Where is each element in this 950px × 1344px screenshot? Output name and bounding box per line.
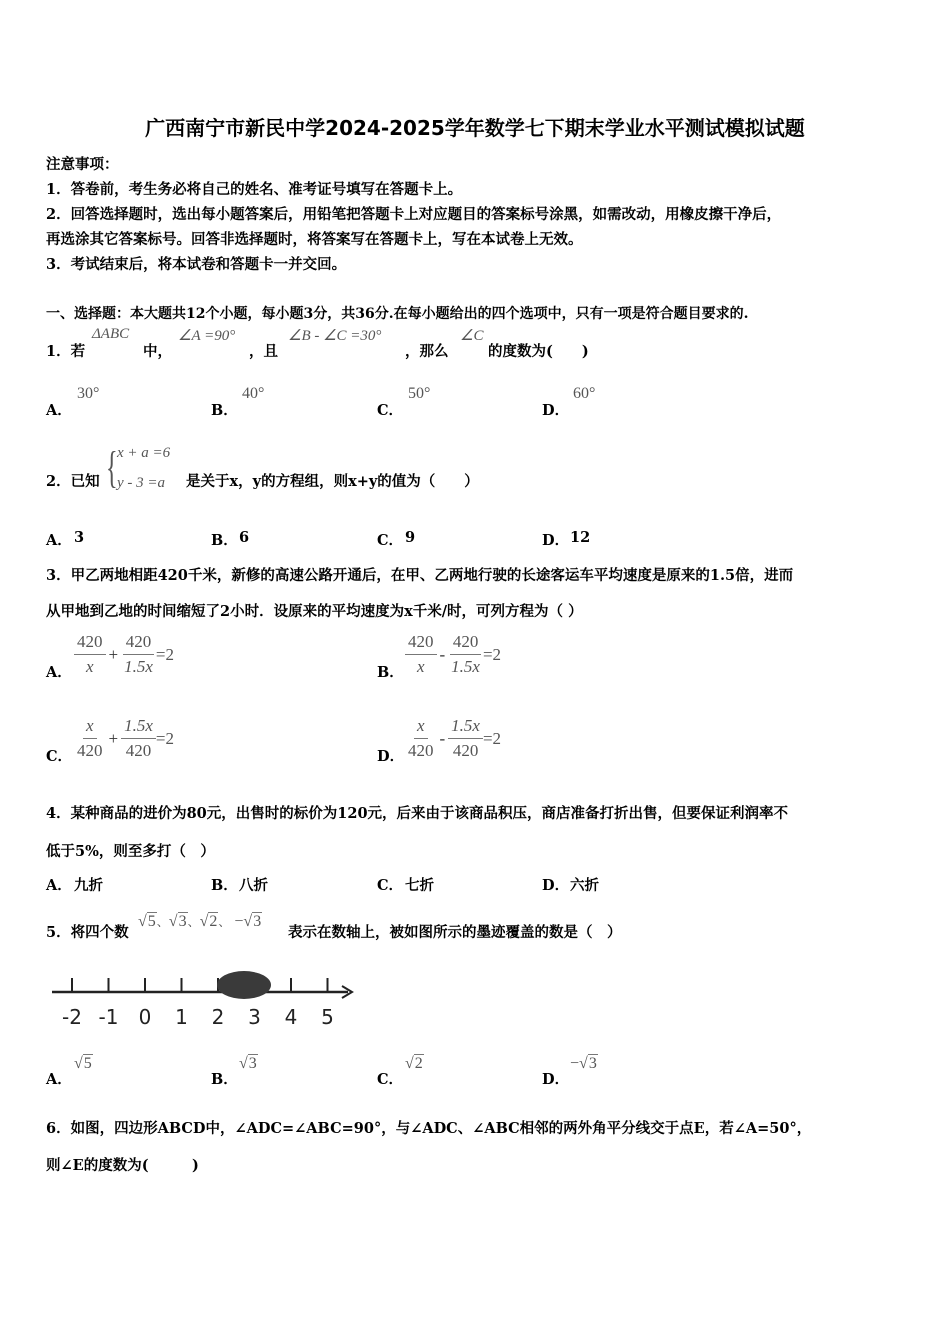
question-6: [46, 1117, 811, 1138]
numerator: 420: [450, 632, 482, 655]
axis-tick-label: 4: [284, 1005, 298, 1029]
option-value: √2: [405, 1055, 423, 1072]
denominator: 1.5x: [451, 657, 480, 676]
q3-option-a-equation: [74, 632, 174, 677]
q5-text: 将四个数: [70, 924, 129, 941]
q2-text: 是关于x，y的方程组，则x+y的值为（ ）: [186, 473, 479, 490]
option-label: A．: [46, 877, 72, 894]
fraction: [74, 632, 106, 677]
option-label: B．: [211, 402, 238, 419]
radicand: 5: [83, 1055, 92, 1072]
q1-text: ，且: [249, 343, 278, 360]
numerator: 420: [74, 632, 106, 655]
q1-text: 中，: [143, 343, 172, 360]
q3-text: 从甲地到乙地的时间缩短了2小时．设原来的平均速度为x千米/时，可列方程为（ ）: [46, 603, 583, 620]
q1-text: 的度数为( ): [488, 343, 589, 360]
option-label: C．: [377, 402, 404, 419]
question-2: [46, 470, 100, 491]
option-value: √3: [239, 1055, 257, 1072]
denominator: 420: [125, 741, 152, 760]
axis-tick-label: 3: [248, 1005, 261, 1029]
brace-icon: {: [106, 443, 118, 492]
radicand: 5: [147, 913, 156, 930]
rhs: =2: [155, 728, 174, 748]
option-value: 9: [405, 529, 416, 546]
q1-math-triangle: ΔABC: [92, 326, 130, 342]
denominator: 420: [452, 741, 479, 760]
q2-eq2: y - 3 =a: [117, 475, 166, 491]
sign: −: [570, 1055, 580, 1072]
option-label: D．: [542, 402, 570, 419]
option-value: 30°: [77, 385, 100, 402]
option-label: B．: [377, 664, 404, 681]
q3-option-d-equation: [405, 716, 501, 761]
numerator: 1.5x: [121, 716, 156, 739]
numerator: 420: [405, 632, 437, 655]
separator: 、: [187, 915, 200, 929]
option-label: A．: [46, 1071, 72, 1088]
axis-tick-label: -1: [98, 1005, 119, 1029]
axis-tick-label: 5: [321, 1005, 334, 1029]
denominator: x: [85, 657, 94, 676]
question-number: 2．: [46, 473, 71, 490]
q3-text: 甲乙两地相距420千米，新修的高速公路开通后，在甲、乙两地行驶的长途客运车平均速度是原来的1.5倍，进而: [70, 567, 794, 584]
page-title: 广西南宁市新民中学2024-2025学年数学七下期末学业水平测试模拟试题: [145, 116, 805, 140]
option-value: 6: [239, 529, 250, 546]
radicand: 2: [209, 913, 218, 930]
option-label: B．: [211, 532, 238, 549]
question-5: [46, 921, 129, 942]
fraction: [405, 632, 437, 677]
denominator: 420: [408, 741, 434, 760]
radicand: 3: [588, 1055, 597, 1072]
numerator: x: [83, 716, 97, 739]
q5-text: 表示在数轴上，被如图所示的墨迹覆盖的数是（ ）: [288, 924, 622, 941]
question-number: 5．: [46, 924, 71, 941]
option-value: 六折: [570, 877, 599, 894]
option-label: A．: [46, 532, 72, 549]
question-1: [46, 340, 85, 361]
rhs: =2: [482, 728, 502, 748]
option-label: D．: [542, 1071, 570, 1088]
option-label: C．: [46, 748, 73, 765]
option-label: D．: [542, 532, 570, 549]
option-value: 3: [74, 529, 85, 546]
q1-text: ，那么: [405, 343, 449, 360]
option-value: 40°: [242, 385, 265, 402]
notice-item: 再选涂其它答案标号。回答非选择题时，将答案写在答题卡上，写在本试卷上无效。: [46, 231, 583, 248]
question-number: 1．: [46, 343, 71, 360]
question-number: 4．: [46, 805, 71, 822]
radicand: 3: [178, 913, 187, 930]
axis-tick-label: -2: [62, 1005, 82, 1029]
notice-item: 2．回答选择题时，选出每小题答案后，用铅笔把答题卡上对应题目的答案标号涂黑，如需改动，用橡皮擦干净后，: [46, 206, 782, 223]
axis-tick-label: 1: [175, 1005, 188, 1029]
q3-option-b-equation: [405, 632, 501, 677]
option-label: B．: [211, 877, 238, 894]
q4-text: 某种商品的进价为80元，出售时的标价为120元，后来由于该商品积压，商店准备打折出售，但要保证利润率不: [70, 805, 789, 822]
option-value: √5: [74, 1055, 92, 1072]
option-value: 七折: [405, 877, 434, 894]
operator: +: [108, 728, 119, 748]
numerator: 1.5x: [448, 716, 483, 739]
notice-item: 3．考试结束后，将本试卷和答题卡一并交回。: [46, 256, 347, 273]
q5-number-list: √5、√3、√2、 −√3: [138, 913, 262, 930]
question-number: 3．: [46, 567, 71, 584]
section-heading: 一、选择题：本大题共12个小题，每小题3分，共36分.在每小题给出的四个选项中，只有一项是符合题目要求的.: [46, 306, 749, 322]
axis-labels: [62, 1005, 334, 1029]
option-label: C．: [377, 532, 404, 549]
option-label: A．: [46, 664, 72, 681]
question-3: [46, 564, 793, 585]
denominator: x: [416, 657, 425, 676]
q1-math-angle-a: ∠A =90°: [178, 328, 236, 344]
q6-text: 则∠E的度数为( ): [46, 1157, 199, 1174]
number-line-figure: [46, 962, 366, 1032]
q2-text: 已知: [70, 473, 100, 490]
q1-math-angle-c: ∠C: [460, 328, 484, 344]
question-number: 6．: [46, 1120, 71, 1137]
rhs: =2: [155, 644, 174, 664]
denominator: 420: [77, 741, 103, 760]
option-label: D．: [542, 877, 570, 894]
notice-heading: 注意事项：: [46, 156, 119, 173]
option-label: C．: [377, 1071, 404, 1088]
q4-text: 低于5%，则至多打（ ）: [46, 843, 215, 860]
denominator: 1.5x: [124, 657, 153, 676]
question-4: [46, 802, 788, 823]
radicand: 3: [253, 913, 262, 930]
operator: -: [439, 728, 446, 748]
ink-blot: [217, 971, 271, 999]
axis-tick-label: 2: [211, 1005, 225, 1029]
option-value: 60°: [573, 385, 596, 402]
q6-text: 如图，四边形ABCD中，∠ADC=∠ABC=90°，与∠ADC、∠ABC相邻的两外角平分线交于点E，若∠A=50°，: [70, 1120, 812, 1137]
option-label: D．: [377, 748, 405, 765]
q1-text: 若: [70, 343, 86, 360]
option-value: 12: [570, 529, 591, 546]
option-label: A．: [46, 402, 72, 419]
q2-eq1: x + a =6: [117, 445, 171, 461]
operator: -: [439, 644, 446, 664]
q3-option-c-equation: [74, 716, 174, 761]
option-value: −√3: [570, 1055, 597, 1072]
separator: 、: [156, 915, 169, 929]
rhs: =2: [482, 644, 502, 664]
q1-math-angle-diff: ∠B - ∠C =30°: [288, 328, 382, 344]
fraction: [405, 716, 437, 761]
fraction: [448, 716, 483, 761]
option-value: 50°: [408, 385, 431, 402]
option-value: 九折: [74, 877, 103, 894]
numerator: x: [414, 716, 428, 739]
fraction: [74, 716, 106, 761]
option-label: B．: [211, 1071, 238, 1088]
fraction: [121, 716, 156, 761]
numerator: 420: [123, 632, 155, 655]
option-value: 八折: [239, 877, 268, 894]
axis-tick-label: 0: [138, 1005, 152, 1029]
option-label: C．: [377, 877, 404, 894]
fraction: [448, 632, 483, 677]
notice-item: 1．答卷前，考生务必将自己的姓名、准考证号填写在答题卡上。: [46, 181, 463, 198]
axis-ticks: [72, 978, 328, 992]
radicand: 2: [414, 1055, 423, 1072]
fraction: [121, 632, 156, 677]
radicand: 3: [248, 1055, 257, 1072]
separator: 、: [218, 915, 231, 929]
minus-sign: −: [234, 913, 244, 930]
operator: +: [108, 644, 119, 664]
